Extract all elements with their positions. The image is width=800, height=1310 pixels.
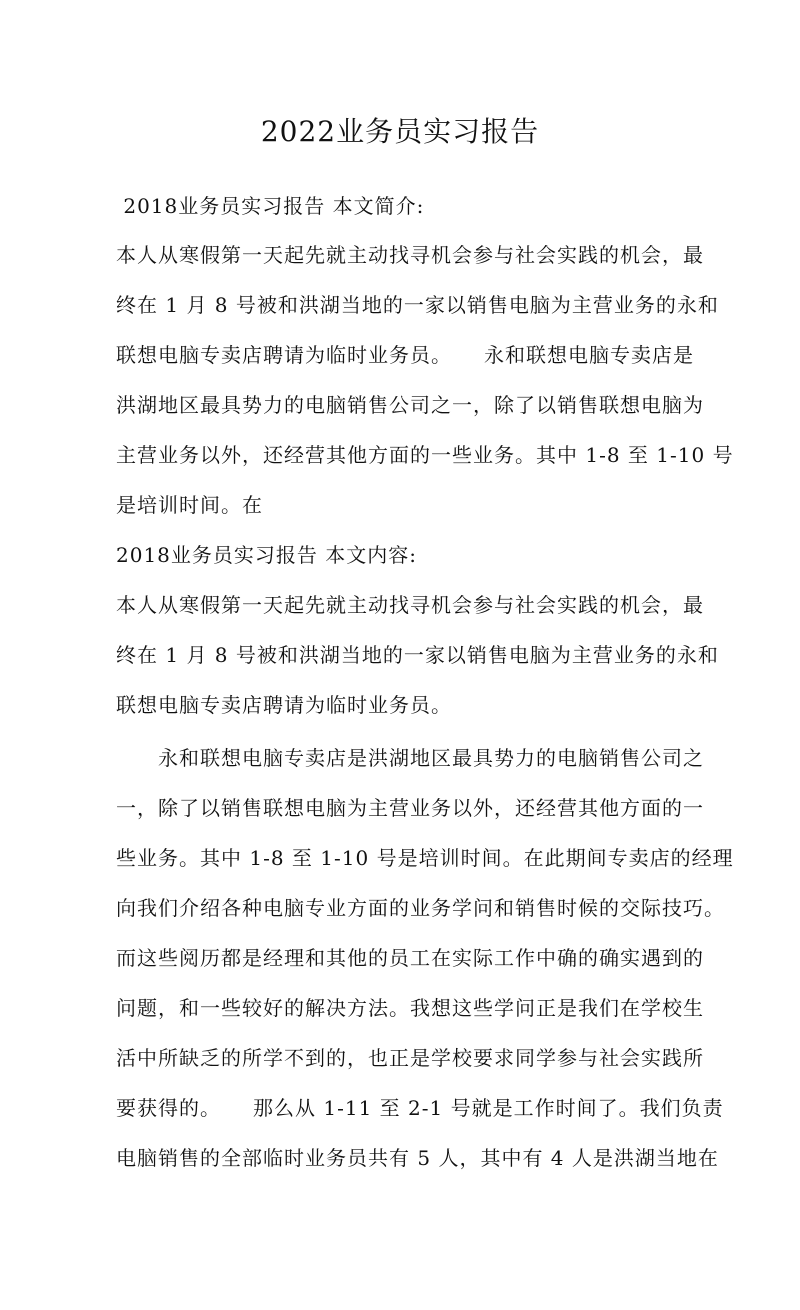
text-line: 而这些阅历都是经理和其他的员工在实际工作中确的确实遇到的 [116,946,704,970]
text-line: 主营业务以外，还经营其他方面的一些业务。其中 1-8 至 1-10 号 [116,443,734,467]
text-line: 联想电脑专卖店聘请为临时业务员。 永和联想电脑专卖店是 [116,343,694,367]
document-title: 2022业务员实习报告 [260,115,540,148]
text-line: 联想电脑专卖店聘请为临时业务员。 [116,693,452,717]
text-line: 2018业务员实习报告 本文简介: [116,194,425,218]
text-line: 电脑销售的全部临时业务员共有 5 人，其中有 4 人是洪湖当地在 [116,1146,719,1170]
text-line: 要获得的。 那么从 1-11 至 2-1 号就是工作时间了。我们负责 [116,1096,724,1120]
text-line: 终在 1 月 8 号被和洪湖当地的一家以销售电脑为主营业务的永和 [116,293,719,317]
text-line: 向我们介绍各种电脑专业方面的业务学问和销售时候的交际技巧。 [116,896,725,920]
text-line: 本人从寒假第一天起先就主动找寻机会参与社会实践的机会，最 [116,243,704,267]
text-line: 活中所缺乏的所学不到的，也正是学校要求同学参与社会实践所 [116,1046,704,1070]
text-line: 终在 1 月 8 号被和洪湖当地的一家以销售电脑为主营业务的永和 [116,643,719,667]
text-line: 本人从寒假第一天起先就主动找寻机会参与社会实践的机会，最 [116,593,704,617]
text-line: 是培训时间。在 [116,493,263,517]
text-line: 些业务。其中 1-8 至 1-10 号是培训时间。在此期间专卖店的经理 [116,846,734,870]
text-line: 问题，和一些较好的解决方法。我想这些学问正是我们在学校生 [116,996,704,1020]
text-line: 永和联想电脑专卖店是洪湖地区最具势力的电脑销售公司之 [116,746,704,770]
text-line: 2018业务员实习报告 本文内容: [116,543,417,567]
text-line: 一，除了以销售联想电脑为主营业务以外，还经营其他方面的一 [116,796,704,820]
text-line: 洪湖地区最具势力的电脑销售公司之一，除了以销售联想电脑为 [116,393,704,417]
